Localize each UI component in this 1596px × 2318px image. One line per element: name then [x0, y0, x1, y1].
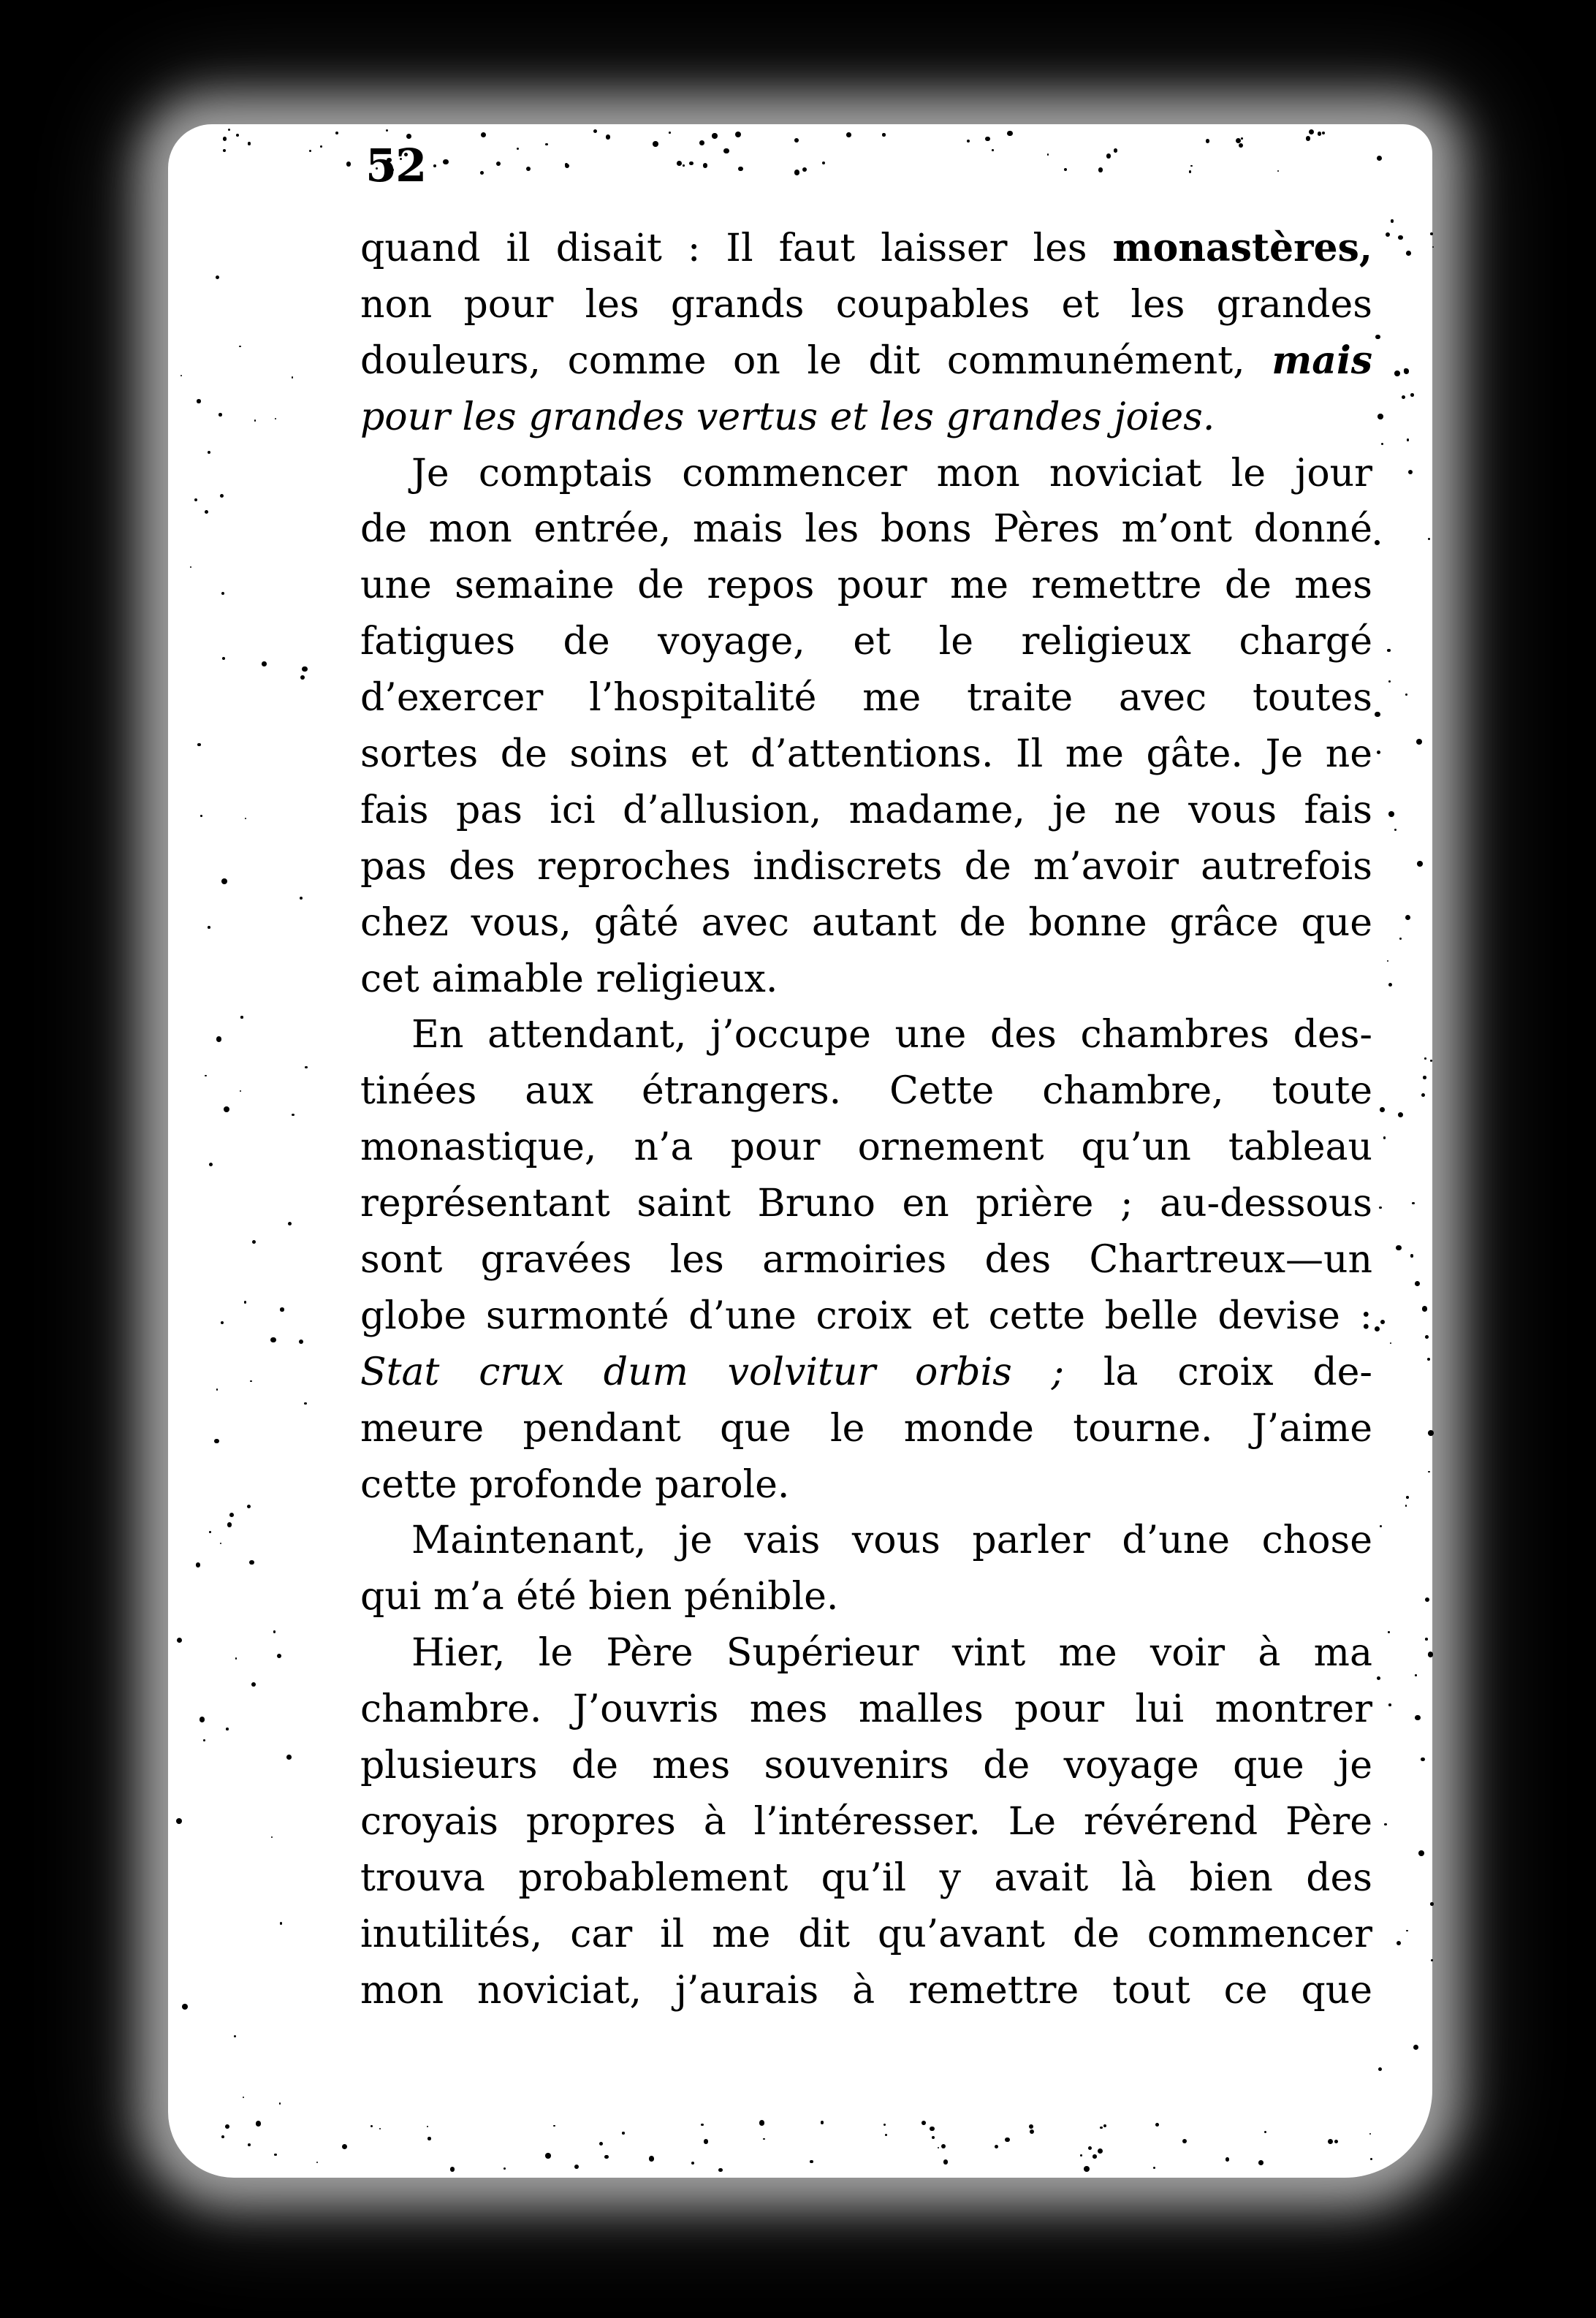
noise-speck — [1047, 153, 1049, 155]
text-segment: d’exercer l’hospitalité me traite avec toutes — [360, 676, 1372, 721]
noise-speck — [846, 132, 851, 137]
noise-speck — [683, 164, 685, 167]
noise-speck — [221, 878, 227, 884]
noise-speck — [196, 1562, 200, 1567]
text-segment: Stat crux dum volvitur orbis ; — [360, 1350, 1065, 1394]
noise-speck — [1375, 1326, 1380, 1331]
noise-speck — [226, 1728, 229, 1730]
text-segment: mon noviciat, j’aurais à remettre tout ce que — [360, 1968, 1372, 2013]
noise-speck — [593, 129, 597, 133]
noise-speck — [1380, 1320, 1385, 1324]
noise-speck — [256, 2121, 262, 2127]
noise-speck — [1264, 2131, 1266, 2133]
noise-speck — [1388, 811, 1394, 817]
noise-speck — [985, 137, 990, 142]
noise-speck — [718, 2168, 722, 2172]
noise-speck — [1402, 395, 1405, 399]
noise-speck — [235, 1657, 237, 1659]
noise-speck — [248, 2143, 251, 2146]
text-segment: de mon entrée, mais les bons Pères m’ont donné — [360, 507, 1372, 552]
noise-speck — [221, 2135, 224, 2138]
text-line — [360, 1963, 1372, 2019]
noise-speck — [794, 170, 799, 175]
text-segment: globe surmonté d’une croix et cette belle devise : — [360, 1293, 1372, 1338]
noise-speck — [250, 1380, 252, 1383]
noise-speck — [254, 419, 256, 421]
noise-speck — [1306, 136, 1311, 141]
noise-speck — [1432, 246, 1434, 248]
text-line — [360, 1513, 1372, 1569]
noise-speck — [216, 1036, 221, 1041]
text-line — [360, 333, 1372, 390]
noise-speck — [1428, 1430, 1434, 1436]
noise-speck — [1422, 1306, 1428, 1312]
text-segment: sont gravées les armoiries des Chartreux—un — [360, 1238, 1372, 1282]
text-line — [360, 277, 1372, 333]
noise-speck — [216, 1388, 218, 1390]
noise-speck — [599, 2142, 603, 2146]
text-line — [360, 1625, 1372, 1682]
noise-speck — [1391, 219, 1394, 223]
noise-speck — [1430, 1060, 1432, 1062]
noise-speck — [701, 2124, 703, 2126]
noise-speck — [992, 149, 994, 151]
text-line — [360, 1288, 1372, 1345]
noise-speck — [1407, 438, 1409, 441]
noise-speck — [1412, 1202, 1414, 1204]
text-segment: non pour les grands coupables et les grandes — [360, 282, 1372, 327]
noise-speck — [243, 2097, 244, 2098]
noise-speck — [222, 657, 225, 660]
noise-speck — [1410, 1254, 1414, 1258]
noise-speck — [810, 2160, 813, 2164]
text-segment: cet aimable religieux. — [360, 957, 778, 1001]
text-line — [360, 1345, 1372, 1401]
noise-speck — [1431, 1959, 1433, 1961]
text-segment: tinées aux étrangers. Cette chambre, toute — [360, 1069, 1372, 1114]
noise-speck — [922, 2121, 926, 2125]
noise-speck — [208, 926, 210, 929]
noise-speck — [1428, 1652, 1434, 1657]
noise-speck — [1430, 1902, 1433, 1905]
text-line — [360, 670, 1372, 726]
text-line — [360, 783, 1372, 839]
text-line — [360, 446, 1372, 502]
noise-speck — [1415, 1674, 1417, 1676]
text-line — [360, 221, 1372, 277]
noise-speck — [223, 149, 226, 152]
noise-speck — [292, 376, 293, 378]
noise-speck — [1084, 2166, 1090, 2172]
noise-speck — [197, 399, 201, 403]
text-segment: représentant saint Bruno en prière ; au-dessous — [360, 1182, 1372, 1226]
noise-speck — [649, 2156, 654, 2161]
body-text — [360, 221, 1372, 2019]
text-segment: douleurs, comme on le dit communément, — [360, 338, 1272, 383]
text-line — [360, 1794, 1372, 1850]
noise-speck — [320, 145, 322, 148]
noise-speck — [428, 2137, 431, 2140]
noise-speck — [1092, 2154, 1097, 2159]
noise-speck — [1394, 370, 1400, 376]
text-segment: quand il disait : Il faut laisser les — [360, 227, 1113, 270]
noise-speck — [943, 2159, 948, 2164]
noise-speck — [248, 142, 251, 145]
text-segment: mais — [1272, 338, 1372, 383]
noise-speck — [1388, 1703, 1391, 1706]
noise-speck — [738, 167, 742, 171]
noise-speck — [176, 1818, 182, 1824]
noise-speck — [1396, 1245, 1401, 1250]
text-line — [360, 1007, 1372, 1063]
text-segment: qui m’a été bien pénible. — [360, 1575, 839, 1619]
noise-speck — [882, 133, 885, 136]
text-segment: sortes de soins et d’attentions. Il me gâte. Je ne — [360, 732, 1372, 777]
noise-speck — [1007, 131, 1012, 136]
noise-speck — [1106, 153, 1112, 159]
noise-speck — [205, 510, 208, 514]
noise-speck — [735, 132, 741, 137]
noise-speck — [200, 815, 202, 816]
text-segment: Maintenant, je vais vous parler d’une chose — [411, 1519, 1372, 1563]
noise-speck — [604, 2155, 608, 2159]
noise-speck — [251, 1682, 256, 1687]
noise-speck — [252, 1240, 256, 1244]
noise-speck — [227, 1522, 232, 1527]
text-line — [360, 501, 1372, 558]
noise-speck — [1103, 2124, 1106, 2127]
text-line — [360, 726, 1372, 783]
noise-speck — [1404, 368, 1408, 373]
noise-speck — [1396, 1941, 1401, 1945]
noise-speck — [1377, 750, 1380, 754]
text-segment: fais pas ici d’allusion, madame, je ne vous fais — [360, 788, 1372, 832]
page-number: 52 — [365, 139, 426, 192]
noise-speck — [433, 164, 436, 167]
noise-speck — [218, 413, 221, 416]
noise-speck — [180, 375, 182, 376]
text-line — [360, 1569, 1372, 1625]
noise-speck — [1189, 170, 1191, 172]
text-segment: croyais propres à l’intéresser. Le révérend Père — [360, 1799, 1372, 1844]
text-line — [360, 839, 1372, 895]
noise-speck — [1309, 129, 1314, 134]
noise-speck — [930, 2127, 935, 2132]
noise-speck — [517, 148, 519, 150]
text-line — [360, 1457, 1372, 1513]
noise-speck — [182, 2004, 188, 2010]
text-segment: monastique, n’a pour ornement qu’un tableau — [360, 1125, 1372, 1170]
noise-speck — [794, 138, 799, 142]
noise-speck — [704, 2139, 709, 2144]
text-line — [360, 951, 1372, 1008]
noise-speck — [822, 162, 825, 164]
text-segment: trouva probablement qu’il y avait là bien des — [360, 1855, 1372, 1900]
text-line — [360, 614, 1372, 670]
noise-speck — [723, 148, 729, 153]
noise-speck — [262, 661, 266, 666]
noise-speck — [280, 1307, 284, 1312]
noise-speck — [273, 1630, 276, 1633]
noise-speck — [1378, 414, 1383, 419]
noise-speck — [1425, 1335, 1429, 1339]
noise-speck — [234, 2035, 236, 2037]
text-line — [360, 1401, 1372, 1457]
text-line — [360, 1232, 1372, 1288]
noise-speck — [1064, 168, 1067, 171]
noise-speck — [1377, 1676, 1380, 1680]
text-line — [360, 1682, 1372, 1738]
noise-speck — [225, 2124, 229, 2129]
noise-speck — [302, 666, 307, 672]
noise-speck — [1381, 443, 1383, 445]
noise-speck — [274, 2154, 276, 2156]
noise-speck — [1005, 2138, 1009, 2142]
text-segment: Je comptais commencer mon noviciat le jour — [411, 451, 1372, 495]
noise-speck — [221, 592, 224, 595]
text-line — [360, 558, 1372, 614]
noise-speck — [712, 133, 717, 138]
noise-speck — [1410, 393, 1414, 397]
noise-speck — [1277, 170, 1279, 172]
noise-speck — [1114, 148, 1117, 152]
noise-speck — [203, 1739, 205, 1741]
noise-speck — [1417, 861, 1423, 867]
noise-speck — [275, 418, 276, 419]
noise-speck — [247, 1505, 251, 1508]
noise-speck — [545, 143, 547, 145]
noise-speck — [245, 818, 246, 819]
noise-speck — [669, 132, 671, 134]
text-line — [360, 1120, 1372, 1176]
noise-speck — [653, 141, 658, 147]
noise-speck — [703, 163, 708, 168]
noise-speck — [305, 1066, 307, 1068]
text-segment: une semaine de repos pour me remettre de mes — [360, 563, 1372, 608]
noise-speck — [304, 1402, 306, 1405]
noise-speck — [1375, 712, 1380, 717]
noise-speck — [1098, 167, 1103, 172]
noise-speck — [450, 2167, 455, 2172]
noise-speck — [1406, 1496, 1409, 1499]
text-line — [360, 390, 1372, 446]
text-segment: la croix de- — [1064, 1350, 1372, 1394]
text-segment: chambre. J’ouvris mes malles pour lui montrer — [360, 1687, 1372, 1732]
noise-speck — [1428, 538, 1430, 540]
noise-speck — [292, 1114, 294, 1116]
text-segment: En attendant, j’occupe une des chambres des- — [411, 1013, 1372, 1057]
noise-speck — [277, 1654, 281, 1658]
noise-speck — [1375, 335, 1380, 339]
noise-speck — [574, 2165, 579, 2169]
noise-speck — [221, 1321, 224, 1324]
text-segment: cette profonde parole. — [360, 1462, 790, 1507]
noise-speck — [370, 2125, 373, 2127]
noise-speck — [1430, 232, 1433, 235]
noise-speck — [1380, 1107, 1385, 1112]
text-segment: pas des reproches indiscrets de m’avoir autrefois — [360, 844, 1372, 889]
noise-speck — [1369, 2133, 1371, 2135]
text-line — [360, 1176, 1372, 1232]
noise-speck — [1375, 540, 1380, 545]
noise-speck — [1406, 1930, 1408, 1932]
noise-speck — [1425, 1638, 1428, 1641]
noise-speck — [606, 134, 611, 140]
noise-speck — [545, 2153, 551, 2159]
noise-speck — [443, 159, 449, 165]
noise-speck — [689, 162, 694, 166]
text-line — [360, 1738, 1372, 1794]
noise-speck — [379, 2128, 381, 2129]
noise-speck — [1258, 2160, 1264, 2165]
text-segment: meure pendant que le monde tourne. J’aime — [360, 1406, 1372, 1451]
noise-speck — [622, 2132, 624, 2134]
noise-speck — [1388, 1631, 1390, 1633]
noise-speck — [1424, 1057, 1426, 1060]
noise-speck — [1390, 1342, 1391, 1344]
noise-speck — [240, 1016, 243, 1018]
text-line — [360, 1907, 1372, 1963]
noise-speck — [1406, 251, 1411, 256]
noise-speck — [677, 161, 682, 166]
noise-speck — [699, 140, 704, 145]
text-segment: monastères, — [1112, 226, 1372, 270]
noise-speck — [759, 2120, 764, 2125]
noise-speck — [1423, 1076, 1426, 1079]
noise-speck — [214, 1439, 218, 1443]
noise-speck — [240, 1090, 241, 1092]
text-line — [360, 1850, 1372, 1907]
text-segment: plusieurs de mes souvenirs de voyage que je — [360, 1744, 1372, 1788]
text-segment: fatigues de voyage, et le religieux chargé — [360, 620, 1372, 664]
noise-speck — [200, 1717, 205, 1722]
noise-speck — [1388, 680, 1391, 683]
noise-speck — [1415, 1281, 1420, 1286]
noise-speck — [1206, 139, 1210, 143]
noise-speck — [763, 2138, 765, 2140]
noise-speck — [1418, 1850, 1424, 1856]
text-segment: Hier, le Père Supérieur vint me voir à ma — [411, 1631, 1372, 1676]
text-line — [360, 1063, 1372, 1120]
text-segment: inutilités, car il me dit qu’avant de commencer — [360, 1912, 1372, 1956]
noise-speck — [1155, 2123, 1159, 2127]
noise-speck — [1377, 156, 1382, 161]
noise-speck — [1387, 649, 1391, 653]
noise-speck — [244, 1301, 246, 1303]
text-line — [360, 895, 1372, 951]
text-segment: chez vous, gâté avec autant de bonne grâce que — [360, 900, 1372, 945]
text-segment: pour les grandes vertus et les grandes joies. — [360, 395, 1215, 439]
